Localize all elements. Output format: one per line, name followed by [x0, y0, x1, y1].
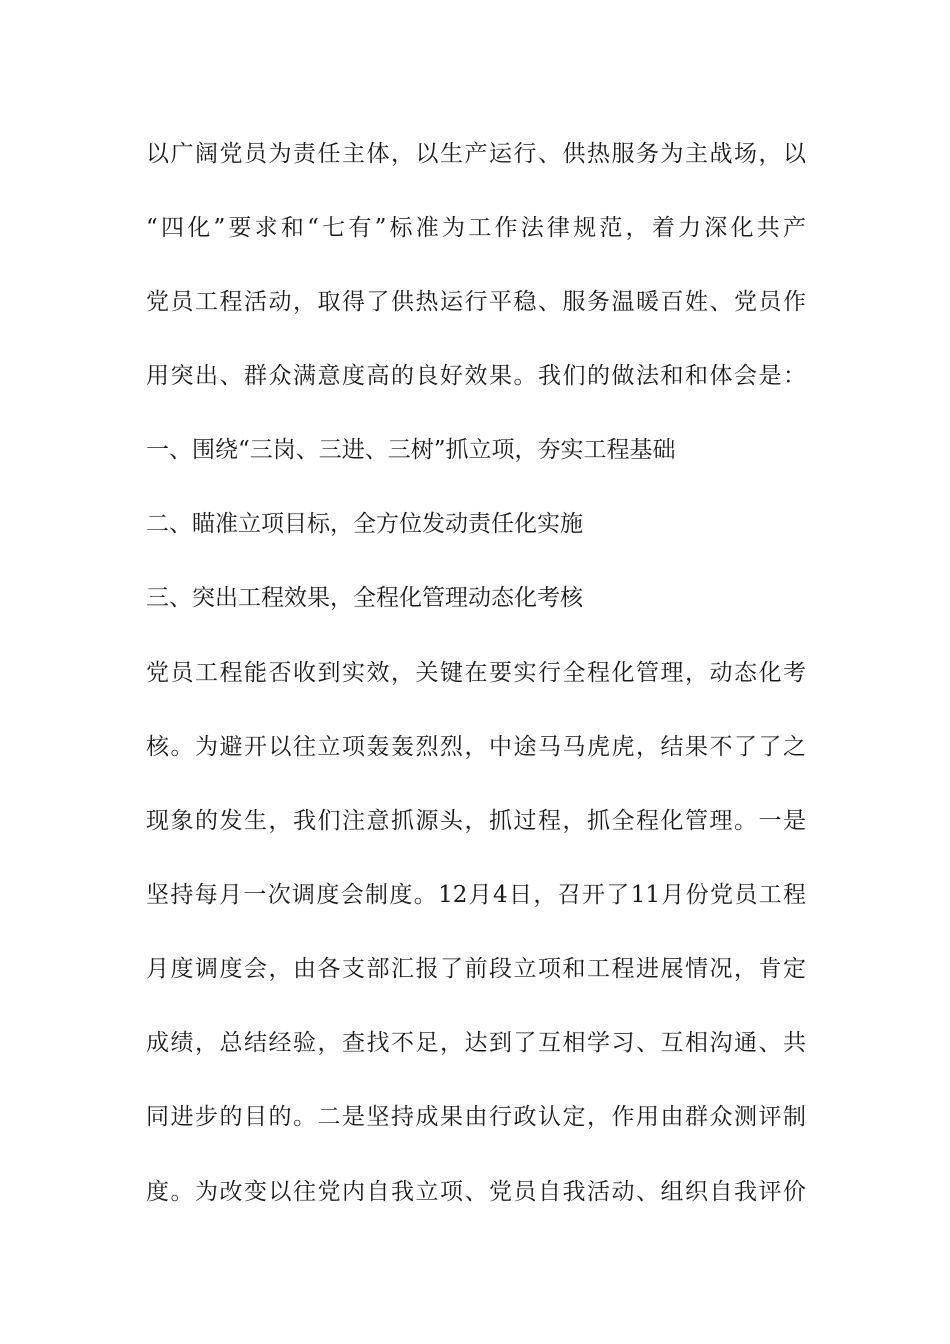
paragraph-line-11: 同进步的目的。二是坚持成果由行政认定，作用由群众测评制 — [146, 1104, 806, 1130]
paragraph-line-12: 度。为改变以往党内自我立项、党员自我活动、组织自我评价 — [146, 1179, 806, 1205]
paragraph-line-2: “四化”要求和“七有”标准为工作法律规范，着力深化共产 — [146, 215, 806, 241]
paragraph-line-7: 现象的发生，我们注意抓源头，抓过程，抓全程化管理。一是 — [146, 808, 806, 834]
paragraph-line-10: 成绩，总结经验，查找不足，达到了互相学习、互相沟通、共 — [146, 1030, 806, 1056]
section-heading-3: 三、突出工程效果，全程化管理动态化考核 — [146, 585, 583, 611]
paragraph-line-8: 坚持每月一次调度会制度。12月4日，召开了11月份党员工程 — [146, 882, 806, 908]
section-heading-2: 二、瞄准立项目标，全方位发动责任化实施 — [146, 511, 583, 537]
section-heading-1: 一、围绕“三岗、三进、三树”抓立项，夯实工程基础 — [146, 437, 676, 463]
paragraph-line-5: 党员工程能否收到实效，关键在要实行全程化管理，动态化考 — [146, 660, 806, 686]
paragraph-line-3: 党员工程活动，取得了供热运行平稳、服务温暖百姓、党员作 — [146, 289, 806, 315]
paragraph-line-9: 月度调度会，由各支部汇报了前段立项和工程进展情况，肯定 — [146, 956, 806, 982]
paragraph-line-1: 以广阔党员为责任主体，以生产运行、供热服务为主战场，以 — [146, 141, 806, 167]
paragraph-line-6: 核。为避开以往立项轰轰烈烈，中途马马虎虎，结果不了了之 — [146, 734, 806, 760]
paragraph-line-4: 用突出、群众满意度高的良好效果。我们的做法和和体会是： — [146, 363, 806, 389]
